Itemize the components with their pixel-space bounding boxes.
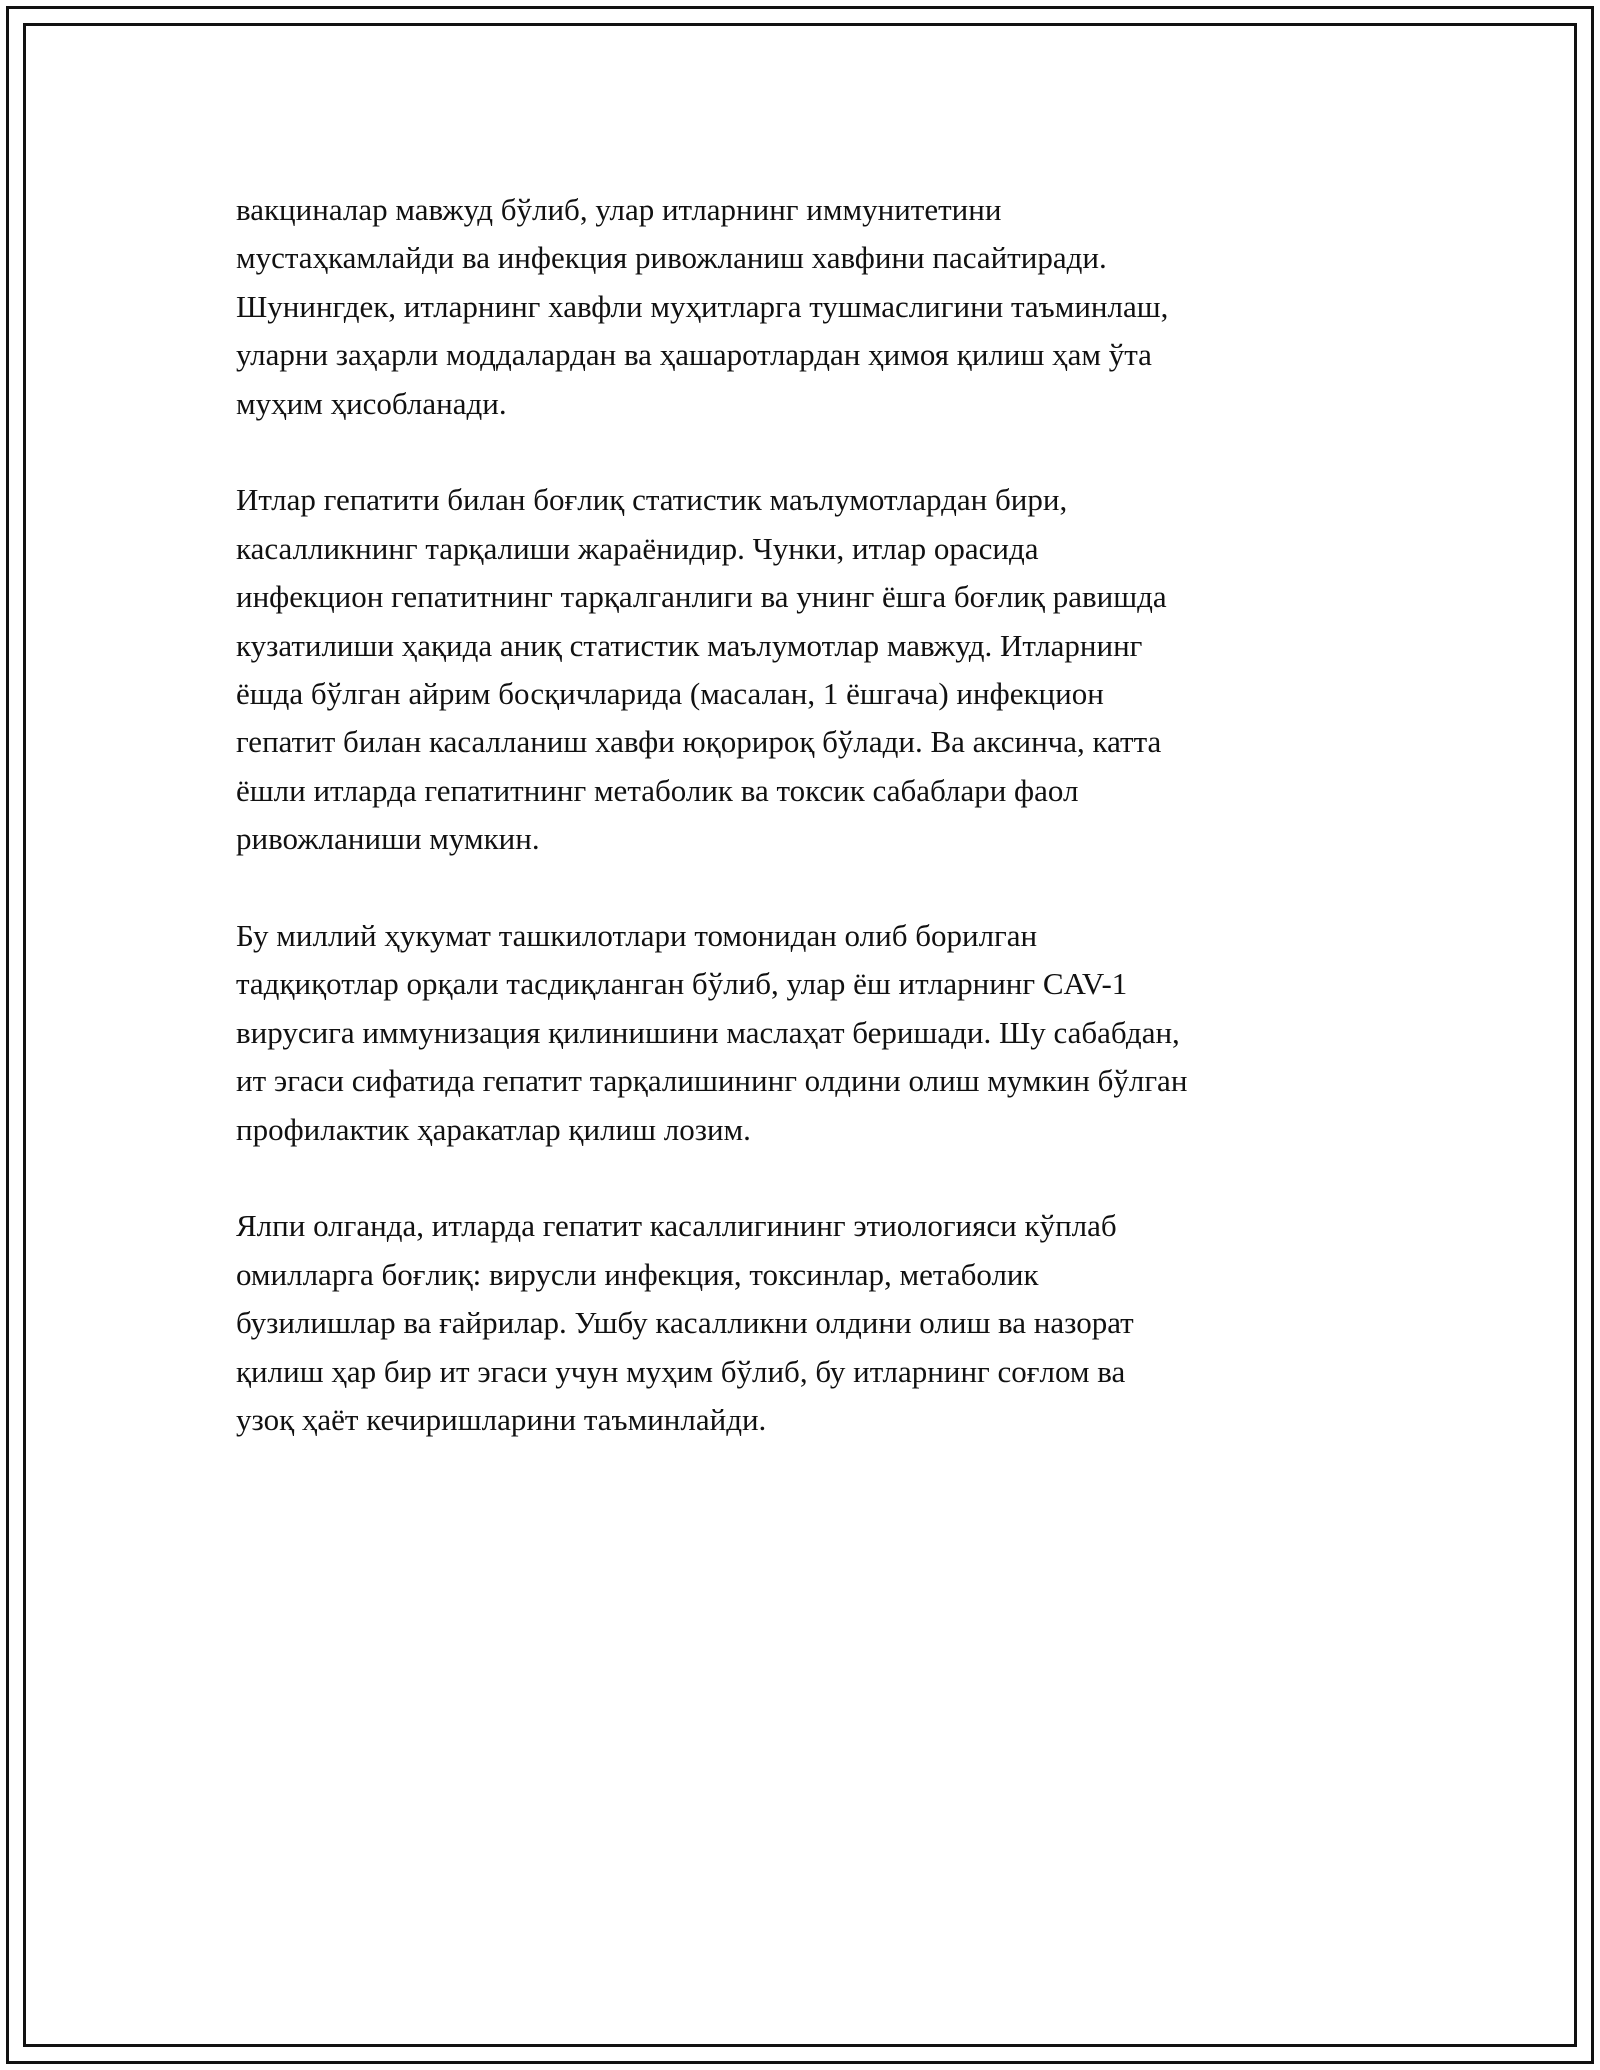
text-line: Итлар гепатити билан боғлиқ статистик маълумотлардан бири, (236, 482, 1068, 518)
text-line: вирусига иммунизация қилинишини маслаҳат беришади. Шу сабабдан, (236, 1014, 1180, 1050)
text-line: Бу миллий ҳукумат ташкилотлари томонидан олиб борилган (236, 918, 1038, 954)
paragraph-research (236, 912, 1386, 1154)
text-line: профилактик ҳаракатлар қилиш лозим. (236, 1111, 751, 1147)
text-line: мустаҳкамлайди ва инфекция ривожланиш хавфини пасайтиради. (236, 240, 1107, 276)
text-line: ривожланиши мумкин. (236, 821, 540, 857)
text-line: гепатит билан касалланиш хавфи юқорироқ бўлади. Ва аксинча, катта (236, 724, 1162, 760)
text-line: Ялпи олганда, итларда гепатит касаллигининг этиологияси кўплаб (236, 1208, 1117, 1244)
text-line: омилларга боғлиқ: вирусли инфекция, токсинлар, метаболик (236, 1256, 1039, 1292)
text-line: бузилишлар ва ғайрилар. Ушбу касалликни олдини олиш ва назорат (236, 1305, 1134, 1341)
paragraph-conclusion (236, 1202, 1386, 1444)
text-line: касалликнинг тарқалиши жараёнидир. Чунки, итлар орасида (236, 530, 1039, 566)
text-line: узоқ ҳаёт кечиришларини таъминлайди. (236, 1402, 767, 1438)
text-line: кузатилиши ҳақида аниқ статистик маълумотлар мавжуд. Итларнинг (236, 627, 1143, 663)
text-line: уларни заҳарли моддалардан ва ҳашаротлардан ҳимоя қилиш ҳам ўта (236, 337, 1152, 373)
paragraph-vaccines (236, 186, 1386, 428)
document-body (236, 186, 1386, 1445)
paragraph-statistics (236, 476, 1386, 863)
text-line: инфекцион гепатитнинг тарқалганлиги ва унинг ёшга боғлиқ равишда (236, 579, 1167, 615)
text-line: муҳим ҳисобланади. (236, 385, 507, 421)
text-line: қилиш ҳар бир ит эгаси учун муҳим бўлиб, бу итларнинг соғлом ва (236, 1353, 1126, 1389)
text-line: ёшли итларда гепатитнинг метаболик ва токсик сабаблари фаол (236, 772, 1079, 808)
text-line: ёшда бўлган айрим босқичларида (масалан, 1 ёшгача) инфекцион (236, 676, 1104, 712)
text-line: Шунингдек, итларнинг хавфли муҳитларга тушмаслигини таъминлаш, (236, 288, 1169, 324)
text-line: вакциналар мавжуд бўлиб, улар итларнинг иммунитетини (236, 192, 1002, 227)
text-line: тадқиқотлар орқали тасдиқланган бўлиб, улар ёш итларнинг CAV-1 (236, 966, 1128, 1002)
text-line: ит эгаси сифатида гепатит тарқалишининг олдини олиш мумкин бўлган (236, 1063, 1188, 1099)
